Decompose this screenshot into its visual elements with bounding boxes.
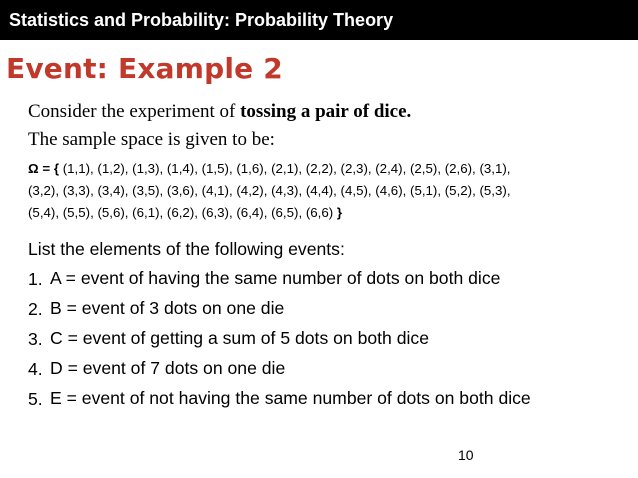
- list-item: [28, 264, 618, 294]
- list-item-text: B = event of 3 dots on one die: [50, 298, 285, 318]
- list-intro: List the elements of the following events:: [28, 239, 345, 259]
- list-item-number: 3.: [28, 329, 43, 349]
- list-item-text: A = event of having the same number of dots on both dice: [50, 268, 501, 288]
- header-title: Statistics and Probability: Probability Theory: [9, 10, 394, 30]
- intro-prefix: Consider the experiment of: [28, 101, 241, 122]
- list-item-number: 4.: [28, 359, 43, 379]
- omega-suffix: }: [336, 205, 343, 220]
- sample-space-row: (5,4), (5,5), (5,6), (6,1), (6,2), (6,3), (6,4), (6,5), (6,6) }: [28, 205, 343, 220]
- sample-space-row: (3,2), (3,3), (3,4), (3,5), (3,6), (4,1), (4,2), (4,3), (4,4), (4,5), (4,6), (5,1), (5,2), (5,3),: [28, 183, 511, 198]
- list-item: [28, 294, 618, 324]
- sample-space-row: Ω = { (1,1), (1,2), (1,3), (1,4), (1,5), (1,6), (2,1), (2,2), (2,3), (2,4), (2,5), (2,6), (3,1),: [28, 161, 511, 176]
- event-list: [28, 234, 618, 414]
- list-item-number: 2.: [28, 299, 43, 319]
- omega-prefix: Ω = {: [28, 161, 59, 176]
- intro-line: [28, 100, 411, 124]
- intro-emphasis: tossing a pair of dice.: [240, 101, 412, 122]
- sample-space-intro: The sample space is given to be:: [28, 129, 275, 150]
- list-item: [28, 324, 618, 354]
- slide-title: Event: Example 2: [6, 52, 283, 85]
- sample-space: [28, 158, 613, 224]
- header-bar: [0, 0, 638, 40]
- list-item-text: E = event of not having the same number of dots on both dice: [50, 388, 531, 408]
- list-item-number: 5.: [28, 389, 43, 409]
- list-item: [28, 354, 618, 384]
- list-item-text: C = event of getting a sum of 5 dots on both dice: [50, 328, 429, 348]
- list-item-text: D = event of 7 dots on one die: [50, 358, 286, 378]
- list-item-number: 1.: [28, 269, 43, 289]
- list-item: [28, 384, 618, 414]
- page-number: 10: [458, 447, 474, 463]
